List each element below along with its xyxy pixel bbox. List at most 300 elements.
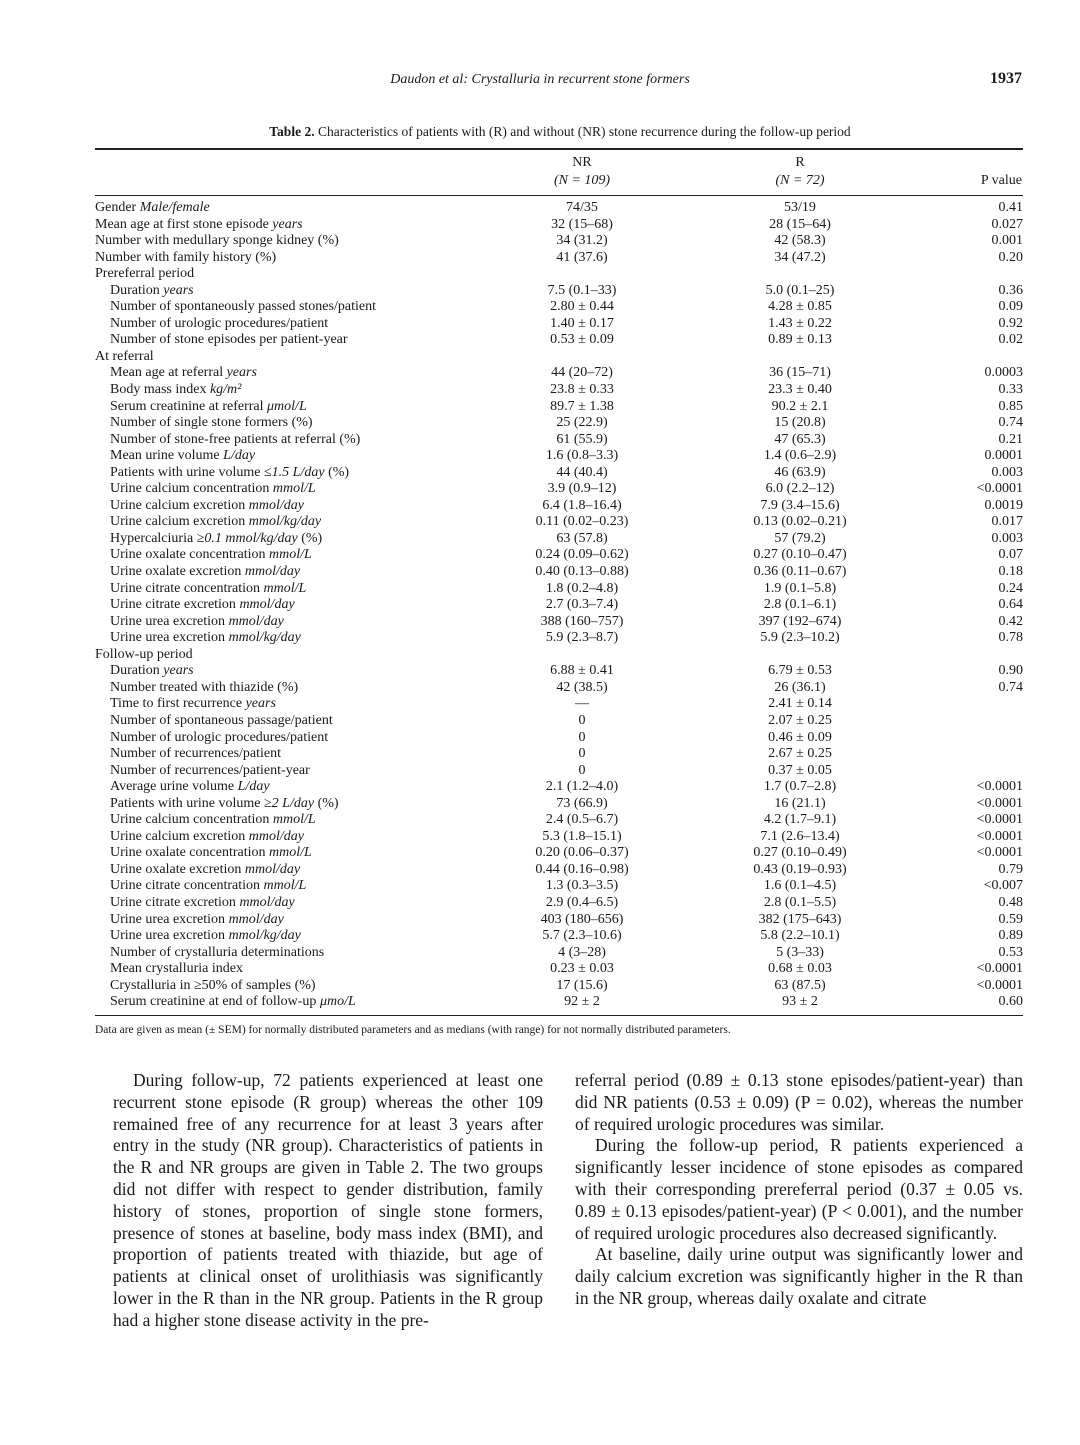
row-unit: mmol/L <box>268 547 312 563</box>
cell-nr: 1.40 ± 0.17 <box>550 315 614 331</box>
cell-p: 0.48 <box>998 894 1023 910</box>
cell-nr: 0.11 (0.02–0.23) <box>535 514 629 530</box>
cell-nr: 6.88 ± 0.41 <box>550 663 614 679</box>
cell-r: 1.7 (0.7–2.8) <box>763 779 837 795</box>
cell-r: 2.41 ± 0.14 <box>768 696 832 712</box>
cell-p: 0.18 <box>998 564 1023 580</box>
table-row <box>95 365 1023 382</box>
cell-p: <0.0001 <box>976 779 1023 795</box>
cell-nr: 7.5 (0.1–33) <box>547 282 617 298</box>
cell-nr: 2.9 (0.4–6.5) <box>545 894 619 910</box>
cell-p: 0.003 <box>991 530 1023 546</box>
row-label-text: Number with medullary sponge kidney (%) <box>95 233 339 249</box>
cell-p: <0.0001 <box>976 828 1023 844</box>
table-row <box>95 481 1023 498</box>
row-label-text: Urine calcium excretion <box>110 828 246 844</box>
row-label-text: Urine calcium excretion <box>110 497 246 513</box>
row-label-text: Number of urologic procedures/patient <box>110 315 329 331</box>
cell-p: <0.0001 <box>976 481 1023 497</box>
cell-p: 0.53 <box>998 944 1023 960</box>
cell-nr: 6.4 (1.8–16.4) <box>542 497 622 513</box>
cell-nr: 17 (15.6) <box>556 977 608 993</box>
cell-p: 0.027 <box>991 216 1023 232</box>
cell-p: <0.0001 <box>976 812 1023 828</box>
row-label-text: Serum creatinine at referral <box>110 398 264 414</box>
cell-nr: 403 (180–656) <box>540 911 624 927</box>
table-row <box>95 465 1023 482</box>
row-unit: ≥2 L/day <box>263 795 315 811</box>
cell-r: 42 (58.3) <box>774 233 826 249</box>
table-row <box>95 597 1023 614</box>
running-title: Daudon et al: Crystalluria in recurrent stone formers <box>390 72 690 87</box>
row-unit: mmol/day <box>244 861 301 877</box>
column-header-nr <box>482 154 682 190</box>
row-label-text: Urine urea excretion <box>110 928 226 944</box>
cell-p: 0.41 <box>998 200 1023 215</box>
cell-r: 36 (15–71) <box>769 365 831 381</box>
column-header-r-count: (N = 72) <box>775 173 825 188</box>
cell-nr: 74/35 <box>566 200 598 215</box>
cell-r: 0.46 ± 0.09 <box>768 729 832 745</box>
row-label <box>110 448 255 464</box>
row-label <box>110 945 324 961</box>
cell-p: 0.02 <box>998 332 1023 348</box>
table-row <box>95 878 1023 895</box>
table-row <box>95 299 1023 316</box>
cell-r: 6.0 (2.2–12) <box>765 481 835 497</box>
cell-nr: 41 (37.6) <box>556 249 608 265</box>
cell-p: <0.0001 <box>976 795 1023 811</box>
row-label <box>110 713 333 729</box>
row-label-text: Number treated with thiazide (%) <box>110 679 299 695</box>
cell-nr: 5.9 (2.3–8.7) <box>545 630 619 646</box>
row-label-text: Mean crystalluria index <box>110 961 243 977</box>
cell-p: 0.78 <box>998 630 1023 646</box>
cell-p: 0.64 <box>998 597 1023 613</box>
table-row <box>95 382 1023 399</box>
cell-r: 2.07 ± 0.25 <box>768 712 832 728</box>
row-label-text: Number with family history (%) <box>95 249 277 265</box>
cell-r: 1.4 (0.6–2.9) <box>763 448 837 464</box>
row-unit: ≤1.5 L/day <box>263 464 325 480</box>
row-label <box>110 564 300 580</box>
row-label-text: Follow-up period <box>95 646 193 662</box>
row-label <box>110 581 306 597</box>
cell-p: <0.0001 <box>976 845 1023 861</box>
body-paragraph: referral period (0.89 ± 0.13 stone episodes/patient-year) than did NR patients (0.53 ± 0.09) (P = 0.02), whereas the number of required urologic procedures was similar. <box>575 1070 1023 1134</box>
row-label <box>110 316 328 332</box>
cell-r: 1.9 (0.1–5.8) <box>763 580 837 596</box>
row-label <box>110 730 328 746</box>
row-label-text: Urine calcium excretion <box>110 514 246 530</box>
cell-p: 0.0003 <box>984 365 1023 381</box>
row-label-text: Number of crystalluria determinations <box>110 944 325 960</box>
table-row <box>95 217 1023 234</box>
cell-p: 0.36 <box>998 282 1023 298</box>
cell-p: 0.20 <box>998 249 1023 265</box>
row-label <box>110 928 301 944</box>
table-row <box>95 680 1023 697</box>
row-label <box>110 878 306 894</box>
row-unit: mmol/L <box>263 878 307 894</box>
row-label <box>110 614 284 630</box>
row-suffix: (%) <box>301 530 323 546</box>
cell-r: 382 (175–643) <box>758 911 842 927</box>
cell-p: 0.59 <box>998 911 1023 927</box>
cell-nr: 0.23 ± 0.03 <box>550 961 614 977</box>
cell-r: 93 ± 2 <box>782 994 818 1010</box>
cell-nr: 2.80 ± 0.44 <box>550 299 614 315</box>
table-row <box>95 200 1023 217</box>
table-row <box>95 994 1023 1011</box>
cell-p: 0.24 <box>998 580 1023 596</box>
row-unit: years <box>163 663 194 679</box>
cell-nr: 44 (20–72) <box>551 365 613 381</box>
cell-p: 0.92 <box>998 315 1023 331</box>
row-label <box>110 498 304 514</box>
row-unit: mmol/kg/day <box>228 630 301 646</box>
table-row <box>95 928 1023 945</box>
cell-nr: 3.9 (0.9–12) <box>547 481 617 497</box>
row-label-text: Duration <box>110 282 160 298</box>
table-row <box>95 779 1023 796</box>
page-header <box>0 70 1080 92</box>
cell-p: 0.003 <box>991 464 1023 480</box>
cell-p: 0.89 <box>998 928 1023 944</box>
row-label-text: Number of spontaneously passed stones/patient <box>110 299 376 315</box>
body-column-left <box>113 1070 543 1332</box>
cell-r: 4.2 (1.7–9.1) <box>763 812 837 828</box>
row-unit: mmol/kg/day <box>228 928 301 944</box>
cell-nr: 44 (40.4) <box>556 464 608 480</box>
row-unit: years <box>272 216 303 232</box>
row-unit: years <box>226 365 257 381</box>
cell-nr: 5.3 (1.8–15.1) <box>542 828 622 844</box>
row-label <box>95 200 210 216</box>
cell-r: 0.36 (0.11–0.67) <box>753 564 847 580</box>
cell-r: 57 (79.2) <box>774 530 826 546</box>
row-label <box>110 746 281 762</box>
table-row <box>95 912 1023 929</box>
cell-p: 0.85 <box>998 398 1023 414</box>
cell-nr: 0.20 (0.06–0.37) <box>535 845 629 861</box>
row-label <box>110 978 316 994</box>
table-section-heading <box>95 266 1023 283</box>
cell-p: 0.42 <box>998 613 1023 629</box>
row-unit: mmol/L <box>272 812 316 828</box>
row-label-text: Number of single stone formers (%) <box>110 415 313 431</box>
cell-p: 0.21 <box>998 431 1023 447</box>
column-header-r <box>700 154 900 190</box>
table-row <box>95 415 1023 432</box>
cell-nr: 388 (160–757) <box>540 613 624 629</box>
row-unit: mmol/L <box>272 481 316 497</box>
row-label-text: Mean age at referral <box>110 365 224 381</box>
row-unit: mmol/L <box>268 845 312 861</box>
body-paragraph: During follow-up, 72 patients experienced at least one recurrent stone episode (R group) whereas the other 109 remained free of any recurrence for at least 3 years after entry in the study (NR group). Characteristics of patients in the R and NR groups are given in Table 2. The two groups did not differ with respect to gender distribution, family history of stones, proportion of single stone formers, presence of stones at baseline, body mass index (BMI), and proportion of patients treated with thiazide, but age of patients at clinical onset of urolithiasis was significantly lower in the R than in the NR group. Patients in the R group had a higher stone disease activity in the pre- <box>113 1070 543 1330</box>
table-row <box>95 978 1023 995</box>
row-label-text: Urine oxalate concentration <box>110 547 266 563</box>
table-row <box>95 250 1023 267</box>
cell-nr: 61 (55.9) <box>556 431 608 447</box>
row-label-text: Urine citrate concentration <box>110 580 261 596</box>
cell-nr: 1.8 (0.2–4.8) <box>545 580 619 596</box>
table-row <box>95 514 1023 531</box>
table-row <box>95 581 1023 598</box>
row-label <box>95 349 154 365</box>
cell-nr: 34 (31.2) <box>556 233 608 249</box>
table-top-rule <box>95 148 1023 150</box>
table-row <box>95 746 1023 763</box>
cell-nr: 0 <box>578 712 586 728</box>
row-label-text: Urine citrate excretion <box>110 597 236 613</box>
row-label <box>110 382 241 398</box>
row-label <box>110 332 348 348</box>
cell-nr: 0.53 ± 0.09 <box>550 332 614 348</box>
table-row <box>95 432 1023 449</box>
body-paragraph: During the follow-up period, R patients experienced a significantly lesser incidence of stone episodes as compared with their corresponding prereferral period (0.37 ± 0.05 vs. 0.89 ± 0.13 episodes/patient-year) (P < 0.001), and the number of required urologic procedures also decreased significantly. <box>575 1135 1023 1243</box>
row-label <box>110 680 298 696</box>
row-label <box>110 663 194 679</box>
row-label-text: At referral <box>95 348 154 364</box>
cell-nr: 2.4 (0.5–6.7) <box>545 812 619 828</box>
cell-r: 28 (15–64) <box>769 216 831 232</box>
row-unit: years <box>245 696 276 712</box>
row-unit: ≥0.1 mmol/kg/day <box>196 530 298 546</box>
cell-p: 0.60 <box>998 994 1023 1010</box>
row-label <box>110 779 270 795</box>
table-row <box>95 663 1023 680</box>
row-suffix: (%) <box>317 795 339 811</box>
cell-nr: — <box>575 696 589 712</box>
row-label-text: Prereferral period <box>95 266 195 282</box>
row-unit: mmol/day <box>239 894 295 910</box>
cell-nr: 32 (15–68) <box>551 216 613 232</box>
cell-p: <0.0001 <box>976 977 1023 993</box>
row-unit: mmol/day <box>248 828 304 844</box>
row-unit: L/day <box>237 779 270 795</box>
row-label-text: Body mass index <box>110 382 207 398</box>
row-label-text: Hypercalciuria <box>110 530 194 546</box>
cell-r: 23.3 ± 0.40 <box>768 382 832 398</box>
table-row <box>95 862 1023 879</box>
row-label <box>110 399 307 415</box>
cell-p: <0.007 <box>983 878 1023 894</box>
cell-r: 0.27 (0.10–0.49) <box>753 845 847 861</box>
cell-p: 0.90 <box>998 663 1023 679</box>
cell-p: 0.0001 <box>984 448 1023 464</box>
body-column-right <box>575 1070 1023 1310</box>
cell-r: 5.8 (2.2–10.1) <box>760 928 840 944</box>
table-row <box>95 945 1023 962</box>
cell-r: 1.43 ± 0.22 <box>768 315 832 331</box>
row-label-text: Gender <box>95 200 137 215</box>
column-header-p-value: P value <box>980 173 1022 188</box>
cell-r: 5 (3–33) <box>776 944 824 960</box>
row-label-text: Urine urea excretion <box>110 911 226 927</box>
row-label-text: Urine urea excretion <box>110 630 226 646</box>
table-row <box>95 630 1023 647</box>
row-unit: mmol/day <box>228 613 284 629</box>
cell-nr: 73 (66.9) <box>556 795 608 811</box>
cell-r: 63 (87.5) <box>774 977 826 993</box>
row-label <box>95 250 276 266</box>
row-unit: kg/m² <box>209 382 242 398</box>
row-label <box>110 696 276 712</box>
row-label-text: Duration <box>110 663 160 679</box>
table-section-heading <box>95 647 1023 664</box>
row-label-text: Number of recurrences/patient-year <box>110 762 310 778</box>
cell-p: 0.74 <box>998 679 1023 695</box>
cell-r: 46 (63.9) <box>774 464 826 480</box>
row-label <box>110 994 356 1010</box>
table-row <box>95 531 1023 548</box>
cell-nr: 2.1 (1.2–4.0) <box>545 779 619 795</box>
cell-nr: 0.40 (0.13–0.88) <box>535 564 629 580</box>
row-label <box>110 415 313 431</box>
row-label <box>110 895 295 911</box>
table-header-rule <box>95 195 1023 196</box>
cell-r: 6.79 ± 0.53 <box>768 663 832 679</box>
cell-r: 5.0 (0.1–25) <box>765 282 835 298</box>
cell-p: 0.74 <box>998 415 1023 431</box>
cell-nr: 42 (38.5) <box>556 679 608 695</box>
table-row <box>95 696 1023 713</box>
row-label-text: Serum creatinine at end of follow-up <box>110 994 317 1010</box>
column-header-nr-label: NR <box>572 155 592 170</box>
row-label <box>110 862 300 878</box>
row-unit: mmol/day <box>239 597 295 613</box>
row-label-text: Number of stone-free patients at referral (%) <box>110 431 361 447</box>
row-label <box>110 961 243 977</box>
row-label-text: Crystalluria in ≥50% of samples (%) <box>110 977 316 993</box>
cell-p: 0.07 <box>998 547 1023 563</box>
row-unit: mmol/day <box>244 564 301 580</box>
row-label-text: Number of recurrences/patient <box>110 746 282 762</box>
row-label <box>95 266 194 282</box>
row-label <box>110 365 257 381</box>
table-section-heading <box>95 349 1023 366</box>
cell-r: 397 (192–674) <box>758 613 842 629</box>
row-unit: mmol/day <box>248 497 304 513</box>
body-paragraph: At baseline, daily urine output was significantly lower and daily calcium excretion was significantly higher in the R than in the NR group, whereas daily oxalate and citrate <box>575 1244 1023 1308</box>
cell-nr: 1.3 (0.3–3.5) <box>545 878 619 894</box>
row-unit: years <box>163 282 194 298</box>
row-label <box>95 217 303 233</box>
cell-r: 7.1 (2.6–13.4) <box>760 828 840 844</box>
cell-r: 2.8 (0.1–5.5) <box>763 894 837 910</box>
cell-nr: 2.7 (0.3–7.4) <box>545 597 619 613</box>
table-row <box>95 961 1023 978</box>
row-label <box>110 812 316 828</box>
cell-r: 53/19 <box>784 200 816 215</box>
table-row <box>95 713 1023 730</box>
row-label <box>110 299 376 315</box>
table-label: Table 2. <box>269 124 315 139</box>
row-label <box>110 465 349 481</box>
cell-nr: 0 <box>578 729 586 745</box>
page-number: 1937 <box>990 70 1022 87</box>
cell-r: 16 (21.1) <box>774 795 826 811</box>
cell-p: 0.79 <box>998 861 1023 877</box>
row-label <box>110 597 295 613</box>
row-label <box>110 547 312 563</box>
cell-r: 7.9 (3.4–15.6) <box>760 497 840 513</box>
row-label <box>110 912 284 928</box>
cell-nr: 4 (3–28) <box>558 944 606 960</box>
cell-r: 47 (65.3) <box>774 431 826 447</box>
row-label <box>95 647 193 663</box>
row-label-text: Number of urologic procedures/patient <box>110 729 329 745</box>
row-label-text: Urine oxalate concentration <box>110 845 266 861</box>
row-label-text: Mean age at first stone episode <box>95 216 269 232</box>
cell-p: 0.09 <box>998 299 1023 315</box>
table-bottom-rule <box>95 1015 1023 1016</box>
row-label <box>110 796 339 812</box>
row-label-text: Patients with urine volume <box>110 464 261 480</box>
row-label-text: Mean urine volume <box>110 448 220 464</box>
row-label-text: Urine urea excretion <box>110 613 226 629</box>
table-row <box>95 763 1023 780</box>
row-label <box>110 481 316 497</box>
row-unit: μmol/L <box>267 398 307 414</box>
cell-p: 0.33 <box>998 382 1023 398</box>
row-label-text: Average urine volume <box>110 779 235 795</box>
table-row <box>95 316 1023 333</box>
cell-nr: 0.24 (0.09–0.62) <box>535 547 629 563</box>
row-label <box>110 630 301 646</box>
cell-nr: 1.6 (0.8–3.3) <box>545 448 619 464</box>
table-row <box>95 399 1023 416</box>
row-unit: Male/female <box>139 200 210 215</box>
table-caption <box>0 124 1080 140</box>
table-row <box>95 498 1023 515</box>
cell-r: 34 (47.2) <box>774 249 826 265</box>
row-label-text: Time to first recurrence <box>110 696 243 712</box>
cell-r: 2.67 ± 0.25 <box>768 746 832 762</box>
row-label <box>110 514 321 530</box>
row-label-text: Urine calcium concentration <box>110 481 270 497</box>
row-label-text: Urine oxalate excretion <box>110 861 242 877</box>
row-label-text: Urine citrate excretion <box>110 894 236 910</box>
cell-nr: 23.8 ± 0.33 <box>550 382 614 398</box>
cell-nr: 0 <box>578 762 586 778</box>
row-label-text: Urine citrate concentration <box>110 878 261 894</box>
row-label-text: Number of spontaneous passage/patient <box>110 712 333 728</box>
cell-r: 1.6 (0.1–4.5) <box>763 878 837 894</box>
cell-nr: 63 (57.8) <box>556 530 608 546</box>
table-footnote: Data are given as mean (± SEM) for normally distributed parameters and as medians (with range) for not normally distributed parameters. <box>95 1024 731 1036</box>
row-label-text: Urine calcium concentration <box>110 812 270 828</box>
table-row <box>95 233 1023 250</box>
row-unit: mmol/day <box>228 911 284 927</box>
cell-r: 0.27 (0.10–0.47) <box>753 547 847 563</box>
cell-p: 0.0019 <box>984 497 1023 513</box>
row-unit: mmol/L <box>263 580 307 596</box>
cell-nr: 25 (22.9) <box>556 415 608 431</box>
table-body <box>95 200 1023 1011</box>
column-header-r-label: R <box>795 155 805 170</box>
cell-r: 2.8 (0.1–6.1) <box>763 597 837 613</box>
table-row <box>95 283 1023 300</box>
cell-r: 15 (20.8) <box>774 415 826 431</box>
row-label <box>110 531 322 547</box>
cell-p: 0.017 <box>991 514 1023 530</box>
row-suffix: (%) <box>328 464 350 480</box>
table-row <box>95 332 1023 349</box>
table-row <box>95 796 1023 813</box>
cell-nr: 89.7 ± 1.38 <box>550 398 614 414</box>
